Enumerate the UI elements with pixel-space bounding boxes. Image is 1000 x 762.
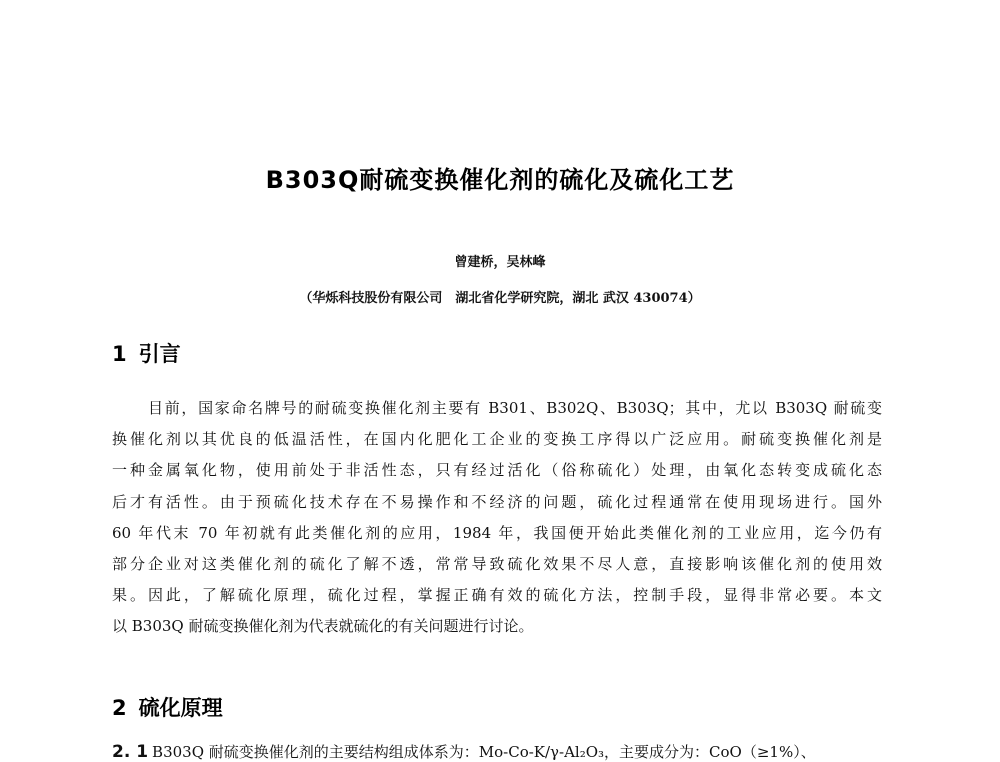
introduction-paragraph	[112, 393, 882, 643]
paper-title: B303Q耐硫变换催化剂的硫化及硫化工艺	[265, 166, 735, 194]
paper-authors: 曾建桥，吴林峰	[454, 255, 546, 270]
section-heading-sulfidation-principle	[112, 692, 223, 722]
subsection-text: B303Q 耐硫变换催化剂的主要结构组成体系为：Mo-Co-K/γ-Al₂O₃，主要成分为：CoO（≥1%）、	[152, 743, 816, 761]
subsection-number: 2. 1	[112, 742, 149, 762]
section-heading-introduction	[112, 338, 181, 368]
paragraph-line: 果。因此，了解硫化原理，硫化过程，掌握正确有效的硫化方法，控制手段，显得非常必要。本文	[112, 586, 882, 605]
paragraph-line: 以 B303Q 耐硫变换催化剂为代表就硫化的有关问题进行讨论。	[112, 617, 534, 636]
subsection-2-1	[112, 741, 816, 762]
section-title: 引言	[138, 342, 181, 366]
paragraph-line: 部分企业对这类催化剂的硫化了解不透，常常导致硫化效果不尽人意，直接影响该催化剂的使用效	[112, 554, 882, 573]
paper-affiliation: （华烁科技股份有限公司 湖北省化学研究院，湖北 武汉 430074）	[299, 291, 701, 306]
section-number: 2	[112, 696, 127, 720]
paragraph-line: 一种金属氧化物，使用前处于非活性态，只有经过活化（俗称硫化）处理，由氧化态转变成硫化态	[112, 461, 882, 480]
paragraph-line: 后才有活性。由于预硫化技术存在不易操作和不经济的问题，硫化过程通常在使用现场进行。国外	[112, 492, 882, 511]
paragraph-line: 60 年代末 70 年初就有此类催化剂的应用，1984 年，我国便开始此类催化剂的工业应用，迄今仍有	[112, 523, 882, 542]
paragraph-line: 目前，国家命名牌号的耐硫变换催化剂主要有 B301、B302Q、B303Q；其中，尤以 B303Q 耐硫变	[148, 399, 882, 417]
paragraph-line: 换催化剂以其优良的低温活性，在国内化肥化工企业的变换工序得以广泛应用。耐硫变换催化剂是	[112, 430, 882, 449]
section-number: 1	[112, 342, 127, 366]
section-title: 硫化原理	[138, 696, 223, 720]
